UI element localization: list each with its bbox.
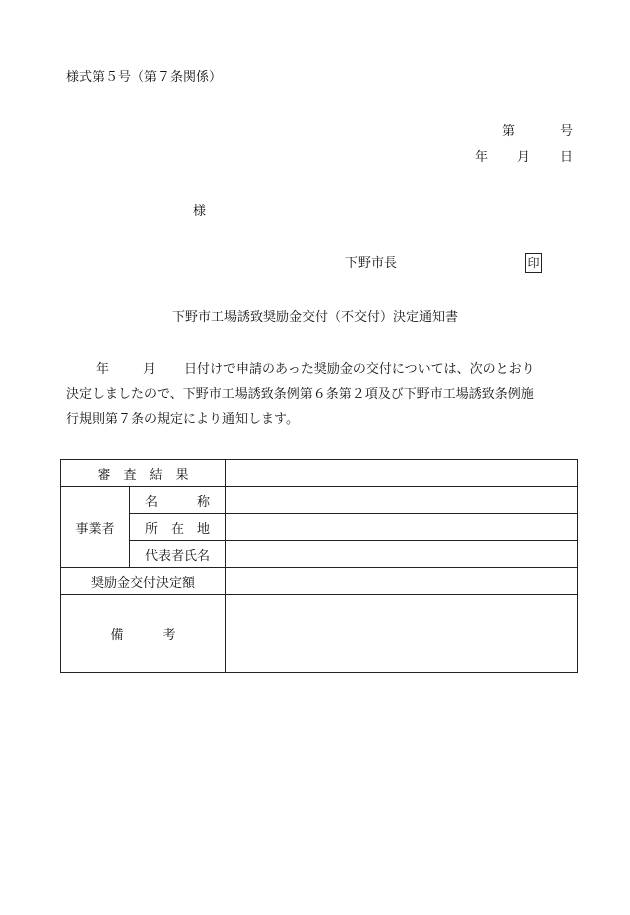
grant-amount-value[interactable] (226, 568, 578, 595)
body-year-label: 年 (96, 362, 110, 377)
representative-value[interactable] (226, 541, 578, 568)
name-value[interactable] (226, 487, 578, 514)
document-number-suffix: 号 (560, 124, 574, 139)
date-day-label: 日 (560, 150, 574, 165)
body-line-1 (66, 362, 535, 378)
name-header: 名 称 (130, 487, 226, 514)
addressee-honorific: 様 (193, 204, 207, 219)
decision-table (60, 459, 578, 673)
body-line-1-text: 日付けで申請のあった奨励金の交付については、次のとおり (184, 362, 535, 377)
body-line-3: 行規則第７条の規定により通知します。 (66, 412, 299, 427)
form-number: 様式第５号（第７条関係） (66, 70, 223, 85)
remarks-value[interactable] (226, 595, 578, 673)
date-month-label: 月 (517, 150, 531, 165)
date-year-label: 年 (475, 150, 489, 165)
business-operator-header: 事業者 (61, 487, 130, 568)
body-month-label: 月 (143, 362, 157, 377)
remarks-header: 備 考 (61, 595, 226, 673)
seal-mark: 印 (525, 253, 542, 273)
review-result-header: 審 査 結 果 (61, 460, 226, 487)
table-row (61, 460, 578, 487)
body-line-2: 決定しましたので、下野市工場誘致条例第６条第２項及び下野市工場誘致条例施 (66, 387, 534, 402)
table-row (61, 541, 578, 568)
location-header: 所 在 地 (130, 514, 226, 541)
issuer-name: 下野市長 (345, 256, 398, 271)
review-result-value[interactable] (226, 460, 578, 487)
grant-amount-header: 奨励金交付決定額 (61, 568, 226, 595)
table-row (61, 568, 578, 595)
representative-header: 代表者氏名 (130, 541, 226, 568)
location-value[interactable] (226, 514, 578, 541)
table-row (61, 514, 578, 541)
table-row (61, 487, 578, 514)
document-title: 下野市工場誘致奨励金交付（不交付）決定通知書 (171, 310, 458, 325)
document-number-label: 第 (502, 124, 516, 139)
table-row (61, 595, 578, 673)
